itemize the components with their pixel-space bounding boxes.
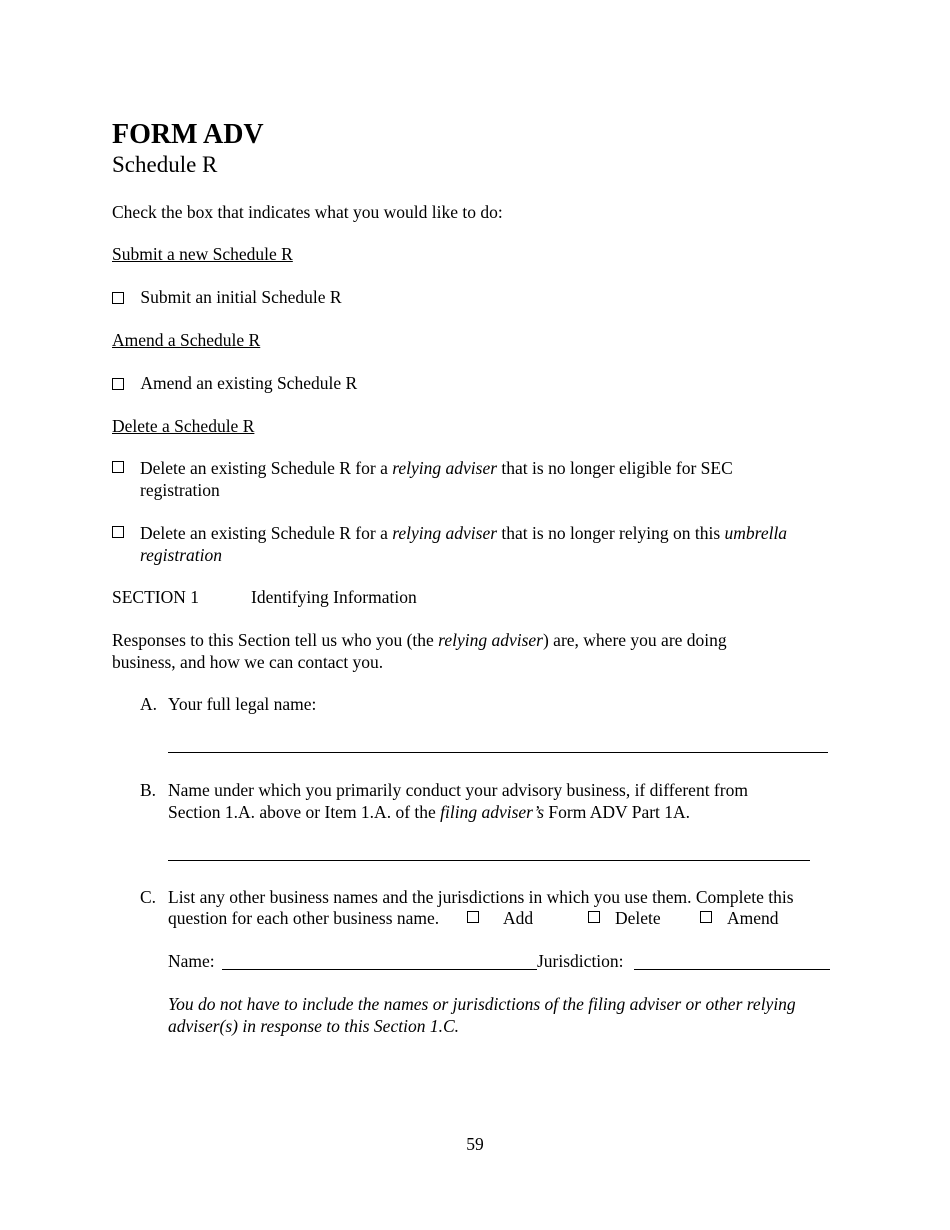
page-number: 59 — [466, 1134, 484, 1154]
item-a-text: Your full legal name: — [168, 694, 317, 714]
item-b-label: B. — [140, 780, 157, 800]
section-desc-line2: business, and how we can contact you. — [112, 652, 384, 672]
schedule-subtitle: Schedule R — [112, 152, 218, 177]
item-c-line2: question for each other business name. — [168, 908, 440, 928]
jurisdiction-label: Jurisdiction: — [537, 951, 624, 971]
instructions: Check the box that indicates what you would like to do: — [112, 202, 503, 222]
legal-name-field[interactable] — [168, 752, 828, 753]
other-name-field[interactable] — [222, 969, 537, 970]
delete-heading: Delete a Schedule R — [112, 416, 255, 436]
form-title: FORM ADV — [112, 119, 264, 150]
jurisdiction-field[interactable] — [634, 969, 830, 970]
item-c-line1: List any other business names and the jurisdictions in which you use them. Complete this — [168, 887, 794, 907]
add-label: Add — [503, 908, 534, 928]
amend-existing-option[interactable] — [112, 372, 357, 394]
delete-label: Delete — [615, 908, 661, 928]
section-desc-line1: Responses to this Section tell us who you (the relying adviser) are, where you are doing — [112, 630, 727, 650]
submit-initial-checkbox[interactable] — [112, 292, 124, 304]
item-b-line2: Section 1.A. above or Item 1.A. of the filing adviser’s Form ADV Part 1A. — [168, 802, 691, 822]
amend-existing-label: Amend an existing Schedule R — [140, 373, 358, 393]
note-line1: You do not have to include the names or jurisdictions of the filing adviser or other relying — [168, 994, 796, 1014]
name-label: Name: — [168, 951, 215, 971]
amend-existing-checkbox[interactable] — [112, 378, 124, 390]
item-a-label: A. — [140, 694, 158, 714]
delete-ineligible-line1: Delete an existing Schedule R for a relying adviser that is no longer eligible for SEC — [140, 458, 733, 478]
section-name: Identifying Information — [251, 587, 417, 607]
amend-label: Amend — [727, 908, 779, 928]
delete-not-relying-line1: Delete an existing Schedule R for a relying adviser that is no longer relying on this umbrella — [140, 523, 788, 543]
add-checkbox[interactable] — [467, 911, 479, 923]
amend-checkbox[interactable] — [700, 911, 712, 923]
item-c-label: C. — [140, 887, 157, 907]
note-line2: adviser(s) in response to this Section 1.C. — [168, 1016, 459, 1036]
delete-not-relying-line2: registration — [140, 545, 222, 565]
amend-heading: Amend a Schedule R — [112, 330, 261, 350]
business-name-field[interactable] — [168, 860, 810, 861]
item-b-line1: Name under which you primarily conduct your advisory business, if different from — [168, 780, 748, 800]
delete-ineligible-line2: registration — [140, 480, 220, 500]
delete-not-relying-checkbox[interactable] — [112, 526, 124, 538]
delete-checkbox[interactable] — [588, 911, 600, 923]
submit-heading: Submit a new Schedule R — [112, 244, 293, 264]
submit-initial-option[interactable] — [112, 286, 342, 308]
section-number: SECTION 1 — [112, 587, 200, 607]
delete-ineligible-checkbox[interactable] — [112, 461, 124, 473]
submit-initial-label: Submit an initial Schedule R — [140, 287, 342, 307]
